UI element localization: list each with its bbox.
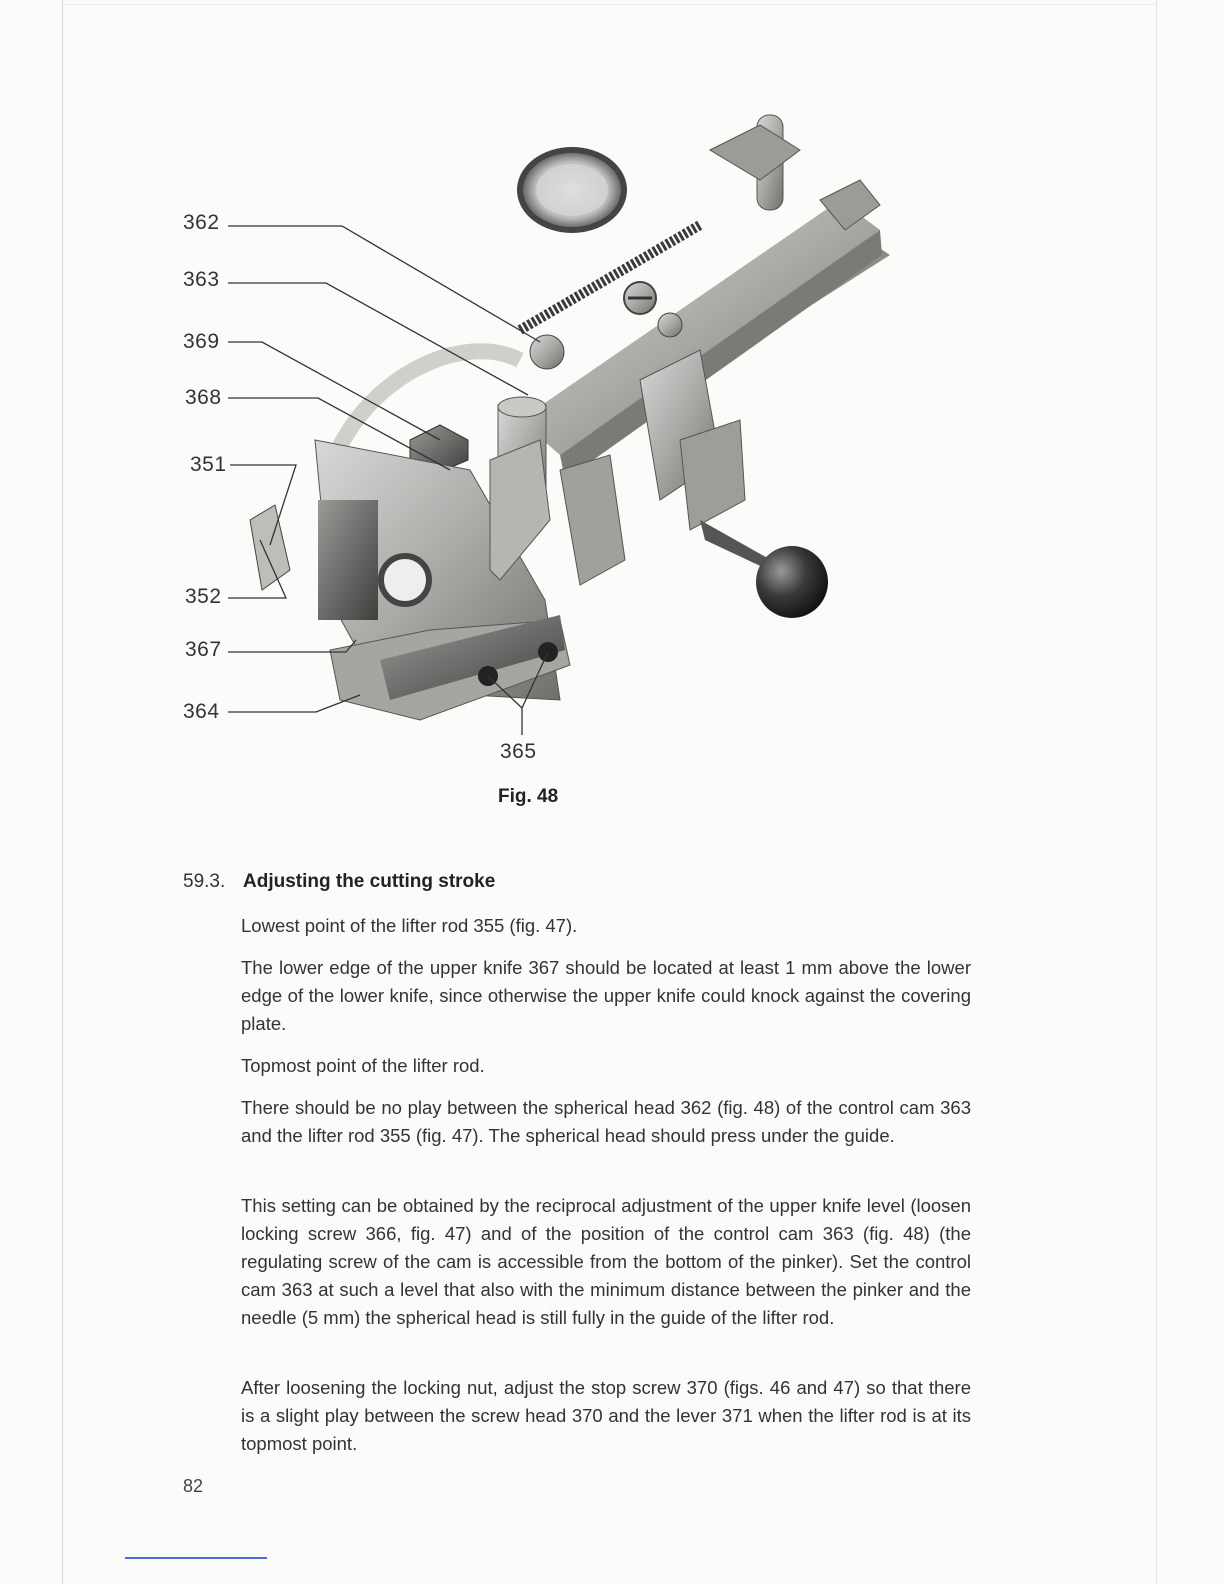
- bottom-rule: [125, 1557, 267, 1559]
- callout-367: 367: [185, 638, 222, 661]
- figure-caption: Fig. 48: [498, 786, 559, 807]
- leader-362: [228, 226, 540, 342]
- paragraph-2: The lower edge of the upper knife 367 should be located at least 1 mm above the lower edge of the lower knife, since otherwise the upper knife could knock against the covering plate.: [241, 957, 971, 1034]
- callout-364: 364: [183, 700, 220, 723]
- section-title: Adjusting the cutting stroke: [243, 871, 496, 892]
- section-number: 59.3.: [183, 871, 226, 892]
- spherical-head: [530, 335, 564, 369]
- paragraph-1: Lowest point of the lifter rod 355 (fig. 47).: [241, 915, 578, 936]
- callout-369: 369: [183, 330, 220, 353]
- callout-363: 363: [183, 268, 220, 291]
- callout-351: 351: [190, 453, 227, 476]
- callout-352: 352: [185, 585, 222, 608]
- paragraph-6: After loosening the locking nut, adjust the stop screw 370 (figs. 46 and 47) so that there is a slight play between the screw head 370 and the lever 371 when the lifter rod is at its topmost point.: [241, 1377, 971, 1454]
- callout-365: 365: [500, 740, 537, 763]
- paragraph-5: This setting can be obtained by the reciprocal adjustment of the upper knife level (loosen locking screw 366, fig. 47) and of the position of the control cam 363 (fig. 48) (the regulating screw of the cam is accessible from the bottom of the pinker). Set the control cam 363 at such a level that also with the minimum distance between the pinker and the needle (5 mm) the spherical head is still fully in the guide of the lifter rod.: [241, 1195, 971, 1328]
- page-number: 82: [183, 1476, 204, 1496]
- leader-369: [228, 342, 440, 440]
- black-knob: [756, 546, 828, 618]
- paragraph-4: There should be no play between the spherical head 362 (fig. 48) of the control cam 363 and the lifter rod 355 (fig. 47). The spherical head should press under the guide.: [241, 1097, 971, 1146]
- paragraph-3: Topmost point of the lifter rod.: [241, 1055, 485, 1076]
- leader-363: [228, 283, 528, 395]
- callout-368: 368: [185, 386, 222, 409]
- callout-362: 362: [183, 211, 220, 234]
- machine-drawing: [250, 115, 890, 720]
